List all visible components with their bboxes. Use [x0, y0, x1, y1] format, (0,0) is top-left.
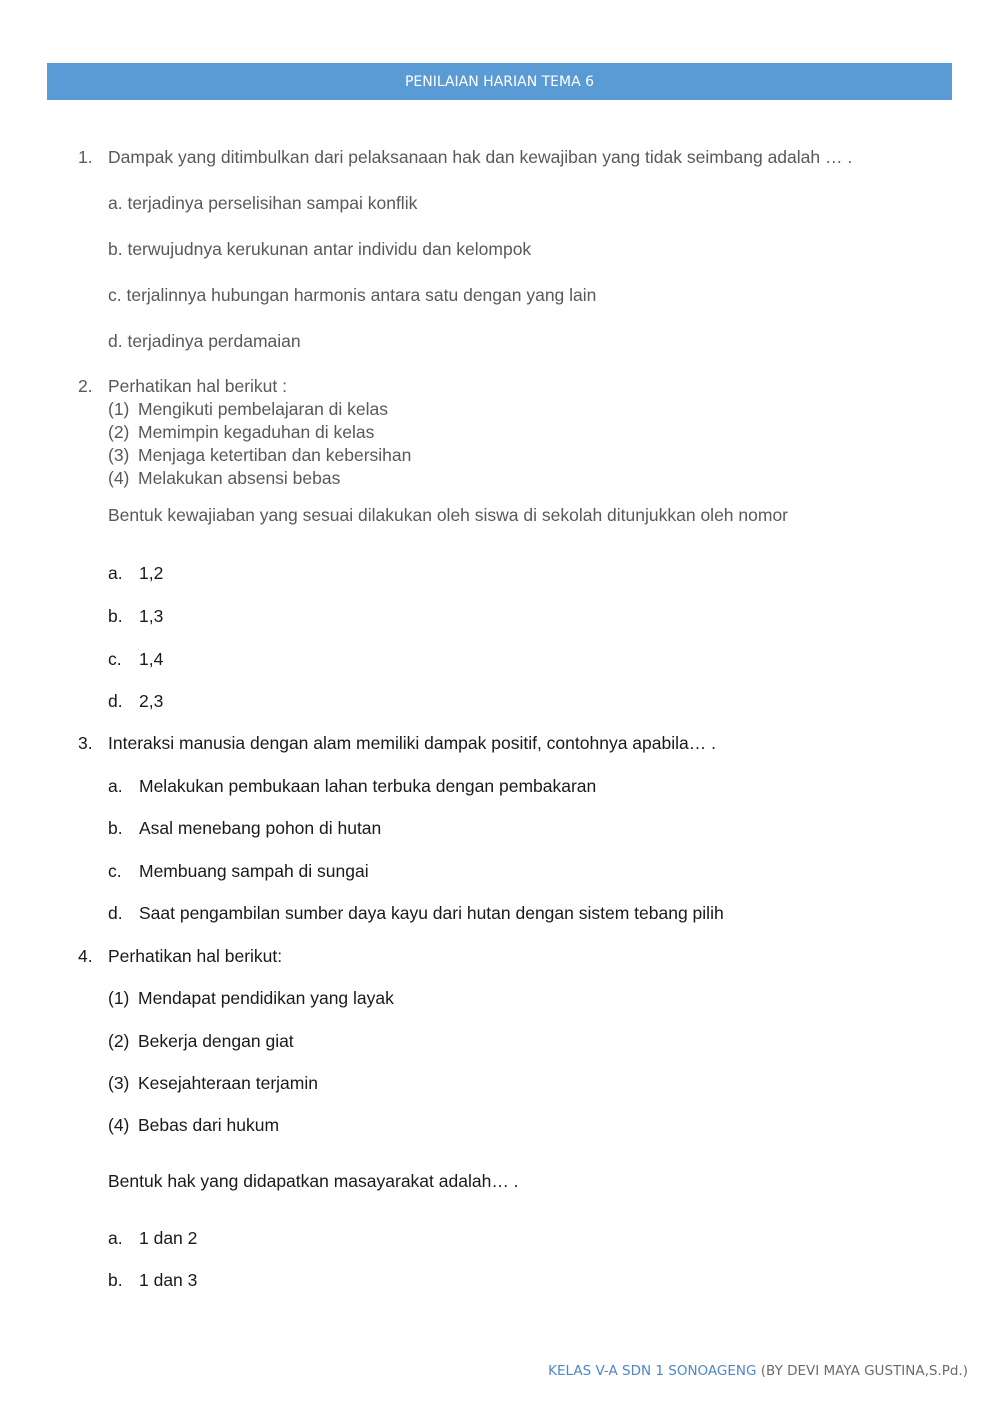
- statement-text: Kesejahteraan terjamin: [138, 1073, 318, 1093]
- statement-text: Menjaga ketertiban dan kebersihan: [138, 445, 412, 465]
- option-b: Asal menebang pohon di hutan: [139, 818, 382, 838]
- option-b: 1,3: [139, 606, 164, 626]
- option-letter: a.: [108, 776, 123, 796]
- footer-author: (BY DEVI MAYA GUSTINA,S.Pd.): [756, 1363, 968, 1379]
- option-a: 1 dan 2: [139, 1228, 198, 1248]
- page-footer: [548, 1363, 968, 1379]
- question-text: Dampak yang ditimbulkan dari pelaksanaan hak dan kewajiban yang tidak seimbang adalah … .: [108, 147, 853, 167]
- statement-text: Mendapat pendidikan yang layak: [138, 988, 394, 1008]
- question-number: 1.: [78, 147, 93, 167]
- option-letter: a.: [108, 563, 123, 583]
- option-a: a. terjadinya perselisihan sampai konflik: [108, 193, 418, 213]
- option-a: 1,2: [139, 563, 164, 583]
- option-letter: d.: [108, 903, 123, 923]
- question-prompt: Bentuk kewajiaban yang sesuai dilakukan oleh siswa di sekolah ditunjukkan oleh nomor: [108, 505, 789, 525]
- statement-number: (2): [108, 1031, 130, 1051]
- option-letter: c.: [108, 649, 122, 669]
- option-letter: b.: [108, 1270, 123, 1290]
- option-c: 1,4: [139, 649, 164, 669]
- statement-text: Bekerja dengan giat: [138, 1031, 294, 1051]
- option-letter: b.: [108, 606, 123, 626]
- option-c: c. terjalinnya hubungan harmonis antara satu dengan yang lain: [108, 285, 597, 305]
- statement-text: Melakukan absensi bebas: [138, 468, 341, 488]
- question-text: Perhatikan hal berikut :: [108, 376, 287, 396]
- option-d: d. terjadinya perdamaian: [108, 331, 301, 351]
- question-number: 2.: [78, 376, 93, 396]
- option-b: 1 dan 3: [139, 1270, 198, 1290]
- statement-number: (2): [108, 422, 130, 442]
- footer-school: KELAS V-A SDN 1 SONOAGENG: [548, 1363, 757, 1379]
- option-d: 2,3: [139, 691, 164, 711]
- statement-number: (4): [108, 468, 130, 488]
- question-number: 3.: [78, 733, 93, 753]
- statement-number: (3): [108, 1073, 130, 1093]
- statement-number: (1): [108, 399, 130, 419]
- statement-text: Mengikuti pembelajaran di kelas: [138, 399, 388, 419]
- statement-number: (3): [108, 445, 130, 465]
- question-prompt: Bentuk hak yang didapatkan masayarakat adalah… .: [108, 1171, 519, 1191]
- question-number: 4.: [78, 946, 93, 966]
- statement-number: (1): [108, 988, 130, 1008]
- question-text: Interaksi manusia dengan alam memiliki dampak positif, contohnya apabila… .: [108, 733, 716, 753]
- statement-text: Memimpin kegaduhan di kelas: [138, 422, 375, 442]
- option-a: Melakukan pembukaan lahan terbuka dengan pembakaran: [139, 776, 597, 796]
- statement-text: Bebas dari hukum: [138, 1115, 280, 1135]
- option-letter: a.: [108, 1228, 123, 1248]
- option-letter: d.: [108, 691, 123, 711]
- option-c: Membuang sampah di sungai: [139, 861, 369, 881]
- option-b: b. terwujudnya kerukunan antar individu dan kelompok: [108, 239, 532, 259]
- page-title: PENILAIAN HARIAN TEMA 6: [404, 73, 595, 90]
- option-letter: c.: [108, 861, 122, 881]
- question-text: Perhatikan hal berikut:: [108, 946, 283, 966]
- option-d: Saat pengambilan sumber daya kayu dari hutan dengan sistem tebang pilih: [139, 903, 724, 923]
- statement-number: (4): [108, 1115, 130, 1135]
- option-letter: b.: [108, 818, 123, 838]
- page-title-bar: [47, 63, 952, 100]
